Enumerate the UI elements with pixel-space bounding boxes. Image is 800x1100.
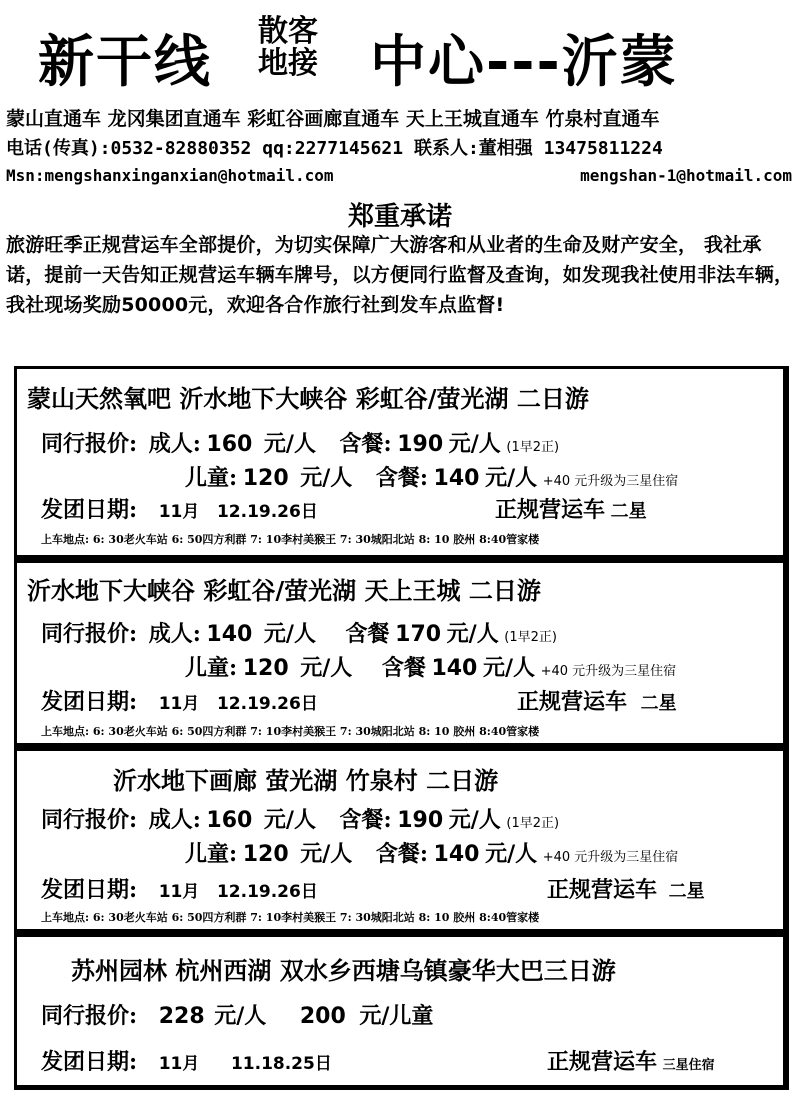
child-price-row <box>185 651 676 682</box>
vehicle-info <box>495 493 647 524</box>
month: 11月 <box>158 1054 200 1074</box>
adult-meal-price: 190 <box>397 808 444 833</box>
adult-price: 160 <box>206 808 253 833</box>
date-label: 发团日期: <box>41 877 138 903</box>
brand-center-title: 中心---沂蒙 <box>370 30 678 95</box>
adult-price: 228 <box>158 1004 205 1029</box>
adult-price: 140 <box>206 622 253 647</box>
header <box>0 10 800 95</box>
child-meal-price: 140 <box>431 656 478 681</box>
adult-meal-price: 190 <box>397 432 444 457</box>
departure-row <box>41 1045 332 1076</box>
msn-email-1: Msn:mengshanxinganxian@hotmail.com <box>6 166 334 185</box>
meal-unit: 元/人 <box>448 431 501 457</box>
upgrade-note: +40 元升级为三星住宿 <box>542 850 679 865</box>
date-label: 发团日期: <box>41 689 138 715</box>
child-price: 120 <box>242 842 289 867</box>
child-price: 200 <box>299 1004 346 1029</box>
price-label: 同行报价: <box>41 807 138 833</box>
vehicle-type: 正规营运车 <box>547 877 658 903</box>
child-price-row <box>185 837 678 868</box>
price-unit: 元/人 <box>263 431 316 457</box>
contact-info: 电话(传真):0532-82880352 qq:2277145621 联系人:董相强 13475811224 <box>6 138 663 159</box>
meal-note: (1早2正) <box>506 816 560 831</box>
meal-unit: 元/人 <box>485 841 538 867</box>
child-meal-price: 140 <box>433 466 480 491</box>
brand-subtitle-line2: 地接 <box>258 46 318 81</box>
adult-label: 成人: <box>148 431 201 457</box>
meal-label: 含餐: <box>375 841 428 867</box>
child-label: 儿童: <box>185 465 238 491</box>
adult-label: 成人: <box>148 807 201 833</box>
pickup-points: 上车地点: 6: 30老火车站 6: 50四方利群 7: 10李村美猴王 7: 30城阳北站 8: 10 胶州 8:40管家楼 <box>41 725 540 738</box>
promise-title: 郑重承诺 <box>347 202 452 232</box>
meal-unit: 元/人 <box>448 807 501 833</box>
departure-row <box>41 493 318 524</box>
vehicle-info <box>517 685 677 716</box>
meal-label: 含餐: <box>375 465 428 491</box>
meal-unit: 元/人 <box>482 655 535 681</box>
vehicle-grade: 二星 <box>640 693 677 714</box>
tour-title: 沂水地下大峡谷 彩虹谷/萤光湖 天上王城 二日游 <box>27 576 541 605</box>
price-label: 同行报价: <box>41 1003 138 1029</box>
price-unit: 元/人 <box>214 1003 267 1029</box>
child-label: 儿童: <box>185 655 238 681</box>
date-label: 发团日期: <box>41 1049 138 1075</box>
meal-label: 含餐: <box>339 807 392 833</box>
child-meal-price: 140 <box>433 842 480 867</box>
tour-title: 沂水地下画廊 萤光湖 竹泉村 二日游 <box>113 766 499 795</box>
departure-row <box>41 873 318 904</box>
adult-label: 成人: <box>148 621 201 647</box>
price-unit: 元/人 <box>300 655 353 681</box>
child-label: 儿童: <box>185 841 238 867</box>
price-unit: 元/人 <box>263 621 316 647</box>
child-price-row <box>185 461 678 492</box>
meal-unit: 元/人 <box>446 621 499 647</box>
meal-label: 含餐 <box>345 621 390 647</box>
vehicle-grade: 二星 <box>668 881 705 902</box>
date-label: 发团日期: <box>41 497 138 523</box>
price-unit: 元/人 <box>300 465 353 491</box>
vehicle-type: 正规营运车 <box>547 1049 658 1075</box>
child-price: 120 <box>242 466 289 491</box>
adult-meal-price: 170 <box>395 622 442 647</box>
departure-dates: 11.18.25日 <box>230 1054 332 1074</box>
price-label: 同行报价: <box>41 621 138 647</box>
vehicle-grade: 三星住宿 <box>662 1058 715 1073</box>
month: 11月 <box>158 694 200 714</box>
tour-title: 蒙山天然氧吧 沂水地下大峡谷 彩虹谷/萤光湖 二日游 <box>27 384 589 413</box>
brand-subtitle-line1: 散客 <box>258 14 318 49</box>
child-price-unit: 元/儿童 <box>359 1003 434 1029</box>
price-row <box>41 999 433 1030</box>
adult-price-row <box>41 427 559 458</box>
pickup-points: 上车地点: 6: 30老火车站 6: 50四方利群 7: 10李村美猴王 7: 30城阳北站 8: 10 胶州 8:40管家楼 <box>41 911 540 924</box>
vehicle-type: 正规营运车 <box>517 689 628 715</box>
departure-row <box>41 685 318 716</box>
departure-dates: 12.19.26日 <box>216 694 318 714</box>
adult-price-row <box>41 617 557 648</box>
departure-dates: 12.19.26日 <box>216 502 318 522</box>
departure-dates: 12.19.26日 <box>216 882 318 902</box>
meal-note: (1早2正) <box>506 440 560 455</box>
brand-name: 新干线 <box>38 30 212 95</box>
brand-subtitle <box>258 16 318 80</box>
tour-card-2 <box>14 560 789 748</box>
bus-lines: 蒙山直通车 龙冈集团直通车 彩虹谷画廊直通车 天上王城直通车 竹泉村直通车 <box>6 108 660 130</box>
promise-body: 旅游旺季正规营运车全部提价，为切实保障广大游客和从业者的生命及财产安全， 我社承诺，提前一天告知正规营运车辆车牌号，以方便同行监督及查询，如发现我社使用非法车辆， 我社现场奖励50000元，欢迎各合作旅行社到发车点监督! <box>6 234 794 316</box>
tour-card-3 <box>14 748 789 934</box>
price-unit: 元/人 <box>263 807 316 833</box>
upgrade-note: +40 元升级为三星住宿 <box>540 664 677 679</box>
msn-email-2: mengshan-1@hotmail.com <box>580 166 792 185</box>
adult-price-row <box>41 803 559 834</box>
tour-title: 苏州园林 杭州西湖 双水乡西塘乌镇豪华大巴三日游 <box>71 956 616 985</box>
price-label: 同行报价: <box>41 431 138 457</box>
price-unit: 元/人 <box>300 841 353 867</box>
child-price: 120 <box>242 656 289 681</box>
vehicle-grade: 二星 <box>610 501 647 522</box>
pickup-points: 上车地点: 6: 30老火车站 6: 50四方利群 7: 10李村美猴王 7: 30城阳北站 8: 10 胶州 8:40管家楼 <box>41 533 540 546</box>
tour-card-4 <box>14 934 789 1090</box>
meal-label: 含餐: <box>339 431 392 457</box>
msn-line <box>6 166 796 185</box>
upgrade-note: +40 元升级为三星住宿 <box>542 474 679 489</box>
meal-label: 含餐 <box>381 655 426 681</box>
month: 11月 <box>158 882 200 902</box>
month: 11月 <box>158 502 200 522</box>
vehicle-type: 正规营运车 <box>495 497 606 523</box>
vehicle-info <box>547 1045 715 1076</box>
vehicle-info <box>547 873 705 904</box>
meal-unit: 元/人 <box>485 465 538 491</box>
meal-note: (1早2正) <box>504 630 557 645</box>
tour-card-1 <box>14 366 789 560</box>
adult-price: 160 <box>206 432 253 457</box>
